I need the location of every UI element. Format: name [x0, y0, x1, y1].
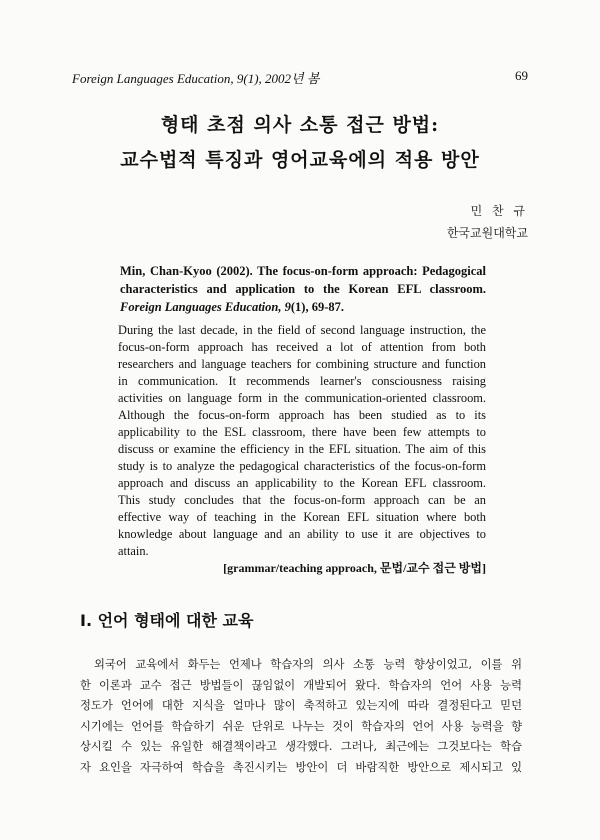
body-line: 한 이론과 교수 접근 방법들이 끊임없이 개발되어 왔다. 학습자의 언어 사용 능력	[80, 678, 522, 692]
abstract-line: approach and discuss an applicability to the Korean EFL classroom.	[118, 476, 486, 490]
reference-citation	[120, 262, 486, 316]
abstract-line: focus-on-form approach has received a lot of attention from both	[118, 340, 486, 354]
section-body	[80, 655, 522, 778]
abstract-line: effective way of teaching in the Korean EFL situation where both	[118, 510, 486, 524]
abstract-line: This study concludes that the focus-on-form approach can be an	[118, 493, 486, 507]
abstract-line: knowledge about language and an ability to use it are objectives to	[118, 527, 486, 541]
body-line: 상시킬 수 있는 유일한 해결책이라고 생각했다. 그러나, 최근에는 그것보다는 학습	[80, 740, 522, 753]
abstract-line: activities on language form in the communication-oriented classroom.	[118, 391, 486, 405]
abstract-line: discuss or examine the efficiency in the EFL situation. The aim of this	[118, 442, 486, 456]
abstract	[118, 322, 486, 560]
paper-title-line-2: 교수법적 특징과 영어교육에의 적용 방안	[120, 149, 480, 171]
abstract-line: study is to analyze the pedagogical characteristics of the focus-on-form	[118, 459, 486, 473]
page-number: 69	[515, 68, 528, 83]
citation-journal: Foreign Languages Education, 9	[120, 300, 291, 314]
journal-citation: Foreign Languages Education, 9(1), 2002년 봄	[72, 71, 320, 86]
author-affiliation: 한국교원대학교	[446, 226, 528, 240]
body-line: 자 요인을 자극하여 학습을 촉진시키는 방안이 더 바람직한 방안으로 제시되고 있	[80, 760, 522, 774]
citation-text: Min, Chan-Kyoo (2002). The focus-on-form approach: Pedagogical characteristics and application to the Korean EFL classroom.	[120, 264, 486, 296]
abstract-line: Although the focus-on-form approach has been studied as to its	[118, 408, 486, 422]
keywords: [grammar/teaching approach, 문법/교수 접근 방법]	[223, 561, 486, 575]
abstract-line: During the last decade, in the field of second language instruction, the	[118, 323, 486, 337]
running-header	[72, 68, 528, 88]
abstract-line: researchers and language teachers for combining structure and function	[118, 357, 486, 371]
citation-rest: (1), 69-87.	[290, 300, 344, 314]
body-line: 정도가 언어에 대한 지식을 얼마나 많이 축적하고 있는지에 따라 결정된다고 믿던	[80, 699, 522, 712]
abstract-line: in communication. It recommends learner's consciousness raising	[118, 374, 486, 388]
abstract-line: applicability to the ESL classroom, there have been few attempts to	[118, 425, 486, 439]
abstract-line: attain.	[118, 544, 149, 558]
author-name: 민 찬 규	[470, 204, 528, 218]
body-line: 외국어 교육에서 화두는 언제나 학습자의 의사 소통 능력 향상이었고, 이를 위	[94, 658, 522, 671]
body-line: 시기에는 언어를 학습하기 쉬운 단위로 나누는 것이 학습자의 언어 사용 능력을 향	[80, 719, 522, 733]
section-heading: I. 언어 형태에 대한 교육	[80, 611, 254, 630]
paper-title-line-1: 형태 초점 의사 소통 접근 방법:	[160, 114, 440, 136]
